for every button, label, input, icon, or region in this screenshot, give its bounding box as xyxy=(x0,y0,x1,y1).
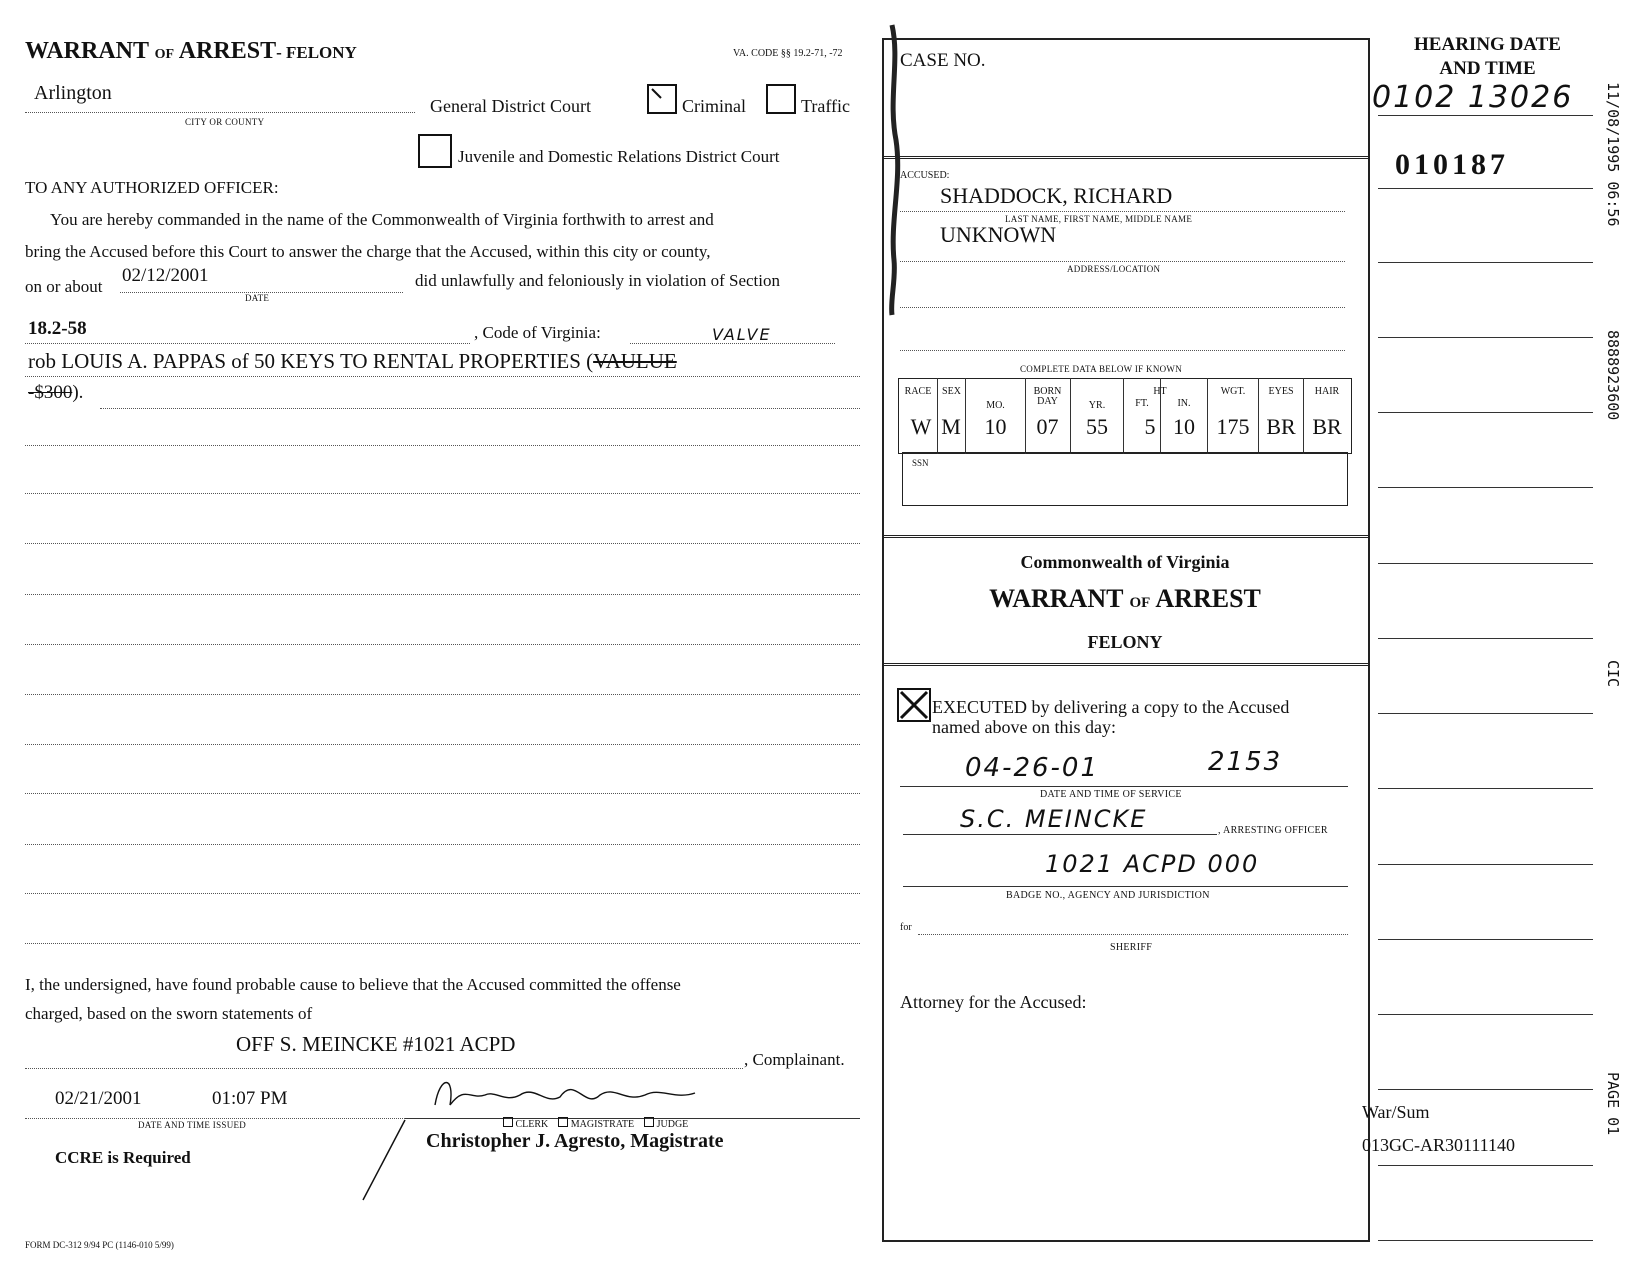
officer-line xyxy=(903,834,1217,835)
hearing-line xyxy=(1378,412,1593,413)
value-handwritten: VALVE xyxy=(712,325,772,344)
charge-line xyxy=(25,844,860,845)
va-code: VA. CODE §§ 19.2-71, -72 xyxy=(733,48,843,59)
probable-cause-2: charged, based on the sworn statements of xyxy=(25,1004,313,1023)
header-race: RACE xyxy=(904,386,932,397)
hearing-line xyxy=(1378,1165,1593,1166)
header-in: IN. xyxy=(1177,398,1191,409)
header-sex: SEX xyxy=(942,386,961,397)
code-section: 18.2-58 xyxy=(28,318,87,339)
judge-label: JUDGE xyxy=(656,1119,689,1130)
probable-cause-1: I, the undersigned, have found probable cause to believe that the Accused committed the offense xyxy=(25,975,681,994)
hearing-number: 010187 xyxy=(1395,148,1509,181)
charge-line xyxy=(25,543,860,544)
title-warrant: WARRANT xyxy=(25,38,149,64)
arrest-word: ARREST xyxy=(1155,584,1261,613)
charge-line xyxy=(25,493,860,494)
command-line-1: You are hereby commanded in the name of the Commonwealth of Virginia forthwith to arrest and xyxy=(50,210,714,229)
charge-strike-2: -$300 xyxy=(28,382,73,403)
signature-stroke xyxy=(355,1115,415,1205)
value-yr: 55 xyxy=(1086,414,1108,439)
hearing-date-time: 0102 13026 xyxy=(1372,80,1574,115)
charge-line xyxy=(100,408,860,409)
fax-number: 8888923600 xyxy=(1604,330,1622,421)
charge-line-2 xyxy=(28,382,83,404)
header-day: DAY xyxy=(1037,396,1058,407)
value-mo: 10 xyxy=(984,414,1007,439)
hearing-line xyxy=(1378,1089,1593,1090)
case-no-label: CASE NO. xyxy=(900,50,986,71)
hearing-line xyxy=(1378,939,1593,940)
address-line-3 xyxy=(900,350,1345,351)
officer-caption: , ARRESTING OFFICER xyxy=(1218,825,1328,836)
fax-page: PAGE 01 xyxy=(1604,1072,1622,1136)
scan-smudge xyxy=(870,20,920,320)
judge-checkbox[interactable] xyxy=(644,1117,654,1127)
clerk-checkbox[interactable] xyxy=(503,1117,513,1127)
check-mark-icon xyxy=(649,86,675,112)
code-of-virginia: , Code of Virginia: xyxy=(474,323,601,342)
complainant-name: OFF S. MEINCKE #1021 ACPD xyxy=(236,1032,516,1056)
form-title xyxy=(25,38,357,65)
section-line xyxy=(25,343,470,344)
charge-line xyxy=(25,793,860,794)
value-day: 07 xyxy=(1036,414,1059,439)
badge-caption: BADGE NO., AGENCY AND JURISDICTION xyxy=(1006,890,1210,901)
value-ft: 5 xyxy=(1144,414,1156,439)
header-eyes: EYES xyxy=(1268,386,1294,397)
header-ft: FT. xyxy=(1135,398,1149,409)
charge-line xyxy=(25,943,860,944)
hearing-line xyxy=(1378,262,1593,263)
title-arrest: ARREST xyxy=(178,38,277,64)
command-line-3-pre: on or about xyxy=(25,277,103,296)
charge-line xyxy=(25,376,860,377)
city-line xyxy=(25,112,415,113)
hearing-title-1: HEARING DATE xyxy=(1414,34,1561,55)
address: UNKNOWN xyxy=(940,222,1057,247)
hearing-line xyxy=(1378,713,1593,714)
ccre-required: CCRE is Required xyxy=(55,1148,191,1167)
commonwealth: Commonwealth of Virginia xyxy=(1020,552,1230,572)
arresting-officer: S.C. MEINCKE xyxy=(960,805,1148,833)
header-born: BORN xyxy=(1033,386,1062,397)
service-caption: DATE AND TIME OF SERVICE xyxy=(1040,789,1182,800)
charge-line xyxy=(25,445,860,446)
badge-line xyxy=(903,886,1348,887)
charge-line xyxy=(25,644,860,645)
address-caption: ADDRESS/LOCATION xyxy=(1067,264,1161,274)
charge-close: ). xyxy=(72,382,84,403)
panel-divider xyxy=(882,156,1368,159)
charge-line xyxy=(25,744,860,745)
charge-strike-1: VAULUE xyxy=(593,349,677,373)
felony-label: FELONY xyxy=(1087,632,1163,652)
address-line xyxy=(900,261,1345,262)
issued-date: 02/21/2001 xyxy=(55,1088,142,1109)
warrant-word: WARRANT xyxy=(989,584,1123,613)
header-yr: YR. xyxy=(1088,400,1106,411)
value-race: W xyxy=(910,414,932,439)
header-ht: HT xyxy=(1153,386,1167,397)
general-district-court: General District Court xyxy=(430,96,591,116)
address-line-2 xyxy=(900,307,1345,308)
x-mark-icon xyxy=(899,690,929,720)
date-caption: DATE xyxy=(245,293,270,303)
charge-line xyxy=(25,594,860,595)
hearing-line xyxy=(1378,487,1593,488)
complete-data-caption: COMPLETE DATA BELOW IF KNOWN xyxy=(1020,364,1183,374)
signer-roles xyxy=(503,1117,688,1130)
city-caption: CITY OR COUNTY xyxy=(185,117,265,127)
command-line-2: bring the Accused before this Court to answer the charge that the Accused, within this city or county, xyxy=(25,242,711,261)
title-of: OF xyxy=(154,47,175,62)
for-label: for xyxy=(900,922,912,933)
jdr-checkbox[interactable] xyxy=(418,134,452,168)
hearing-line xyxy=(1378,337,1593,338)
hearing-line xyxy=(1378,188,1593,189)
accused-name: SHADDOCK, RICHARD xyxy=(940,183,1173,208)
badge-agency: 1021 ACPD 000 xyxy=(1045,850,1260,878)
hearing-line xyxy=(1378,1014,1593,1015)
hearing-line xyxy=(1378,115,1593,116)
hearing-line xyxy=(1378,1240,1593,1241)
sheriff-line xyxy=(918,934,1348,935)
executed-checkbox[interactable] xyxy=(897,688,931,722)
criminal-checkbox[interactable] xyxy=(647,84,677,114)
fax-datetime: 11/08/1995 06:56 xyxy=(1604,82,1622,227)
header-wgt: WGT. xyxy=(1220,386,1246,397)
clerk-label: CLERK xyxy=(515,1119,549,1130)
issued-time: 01:07 PM xyxy=(212,1088,288,1109)
executed-line-1: EXECUTED by delivering a copy to the Accused xyxy=(932,697,1290,717)
charge-text: rob LOUIS A. PAPPAS of 50 KEYS TO RENTAL PROPERTIES ( xyxy=(28,349,594,373)
form-number: FORM DC-312 9/94 PC (1146-010 5/99) xyxy=(25,1240,174,1250)
value-hair: BR xyxy=(1312,414,1342,439)
value-sex: M xyxy=(941,414,961,439)
hearing-line xyxy=(1378,864,1593,865)
value-in: 10 xyxy=(1173,414,1195,439)
magistrate-checkbox[interactable] xyxy=(558,1117,568,1127)
hearing-title-2: AND TIME xyxy=(1439,58,1536,79)
city-name: Arlington xyxy=(34,82,112,104)
warsum-label: War/Sum xyxy=(1362,1102,1430,1122)
header-mo: MO. xyxy=(986,400,1005,411)
signer-name: Christopher J. Agresto, Magistrate xyxy=(426,1130,724,1152)
charge-line xyxy=(25,694,860,695)
issued-line xyxy=(25,1118,405,1119)
criminal-label: Criminal xyxy=(682,96,746,116)
ssn-box xyxy=(902,452,1348,506)
charge-line xyxy=(25,893,860,894)
warsum-number: 013GC-AR30111140 xyxy=(1362,1135,1515,1155)
name-caption: LAST NAME, FIRST NAME, MIDDLE NAME xyxy=(1005,214,1193,224)
magistrate-signature xyxy=(425,1065,725,1125)
panel-divider xyxy=(882,535,1368,538)
accused-name-line xyxy=(900,211,1345,212)
service-time: 2153 xyxy=(1208,747,1283,777)
hearing-line xyxy=(1378,638,1593,639)
ssn-label: SSN xyxy=(912,458,929,468)
jdr-label: Juvenile and Domestic Relations District Court xyxy=(458,147,780,166)
code-line xyxy=(630,343,835,344)
accused-label: ACCUSED: xyxy=(900,170,950,181)
sheriff-caption: SHERIFF xyxy=(1110,942,1153,953)
command-line-3-post: did unlawfully and feloniously in violation of Section xyxy=(415,271,780,290)
attorney-label: Attorney for the Accused: xyxy=(900,992,1087,1012)
charge-line-1 xyxy=(28,349,677,374)
service-line xyxy=(900,786,1348,787)
panel-divider xyxy=(882,663,1368,666)
hearing-line xyxy=(1378,788,1593,789)
complainant-label: , Complainant. xyxy=(744,1050,845,1069)
issued-caption: DATE AND TIME ISSUED xyxy=(138,1120,247,1130)
warrant-of: OF xyxy=(1129,595,1151,611)
header-hair: HAIR xyxy=(1314,386,1340,397)
value-eyes: BR xyxy=(1266,414,1296,439)
hearing-line xyxy=(1378,563,1593,564)
fax-cic: CIC xyxy=(1604,660,1622,688)
value-wgt: 175 xyxy=(1216,414,1250,439)
offense-date: 02/12/2001 xyxy=(122,265,209,286)
traffic-label: Traffic xyxy=(801,96,850,116)
executed-line-2: named above on this day: xyxy=(932,717,1116,737)
to-officer: TO ANY AUTHORIZED OFFICER: xyxy=(25,178,279,197)
warrant-title xyxy=(882,584,1368,614)
service-date: 04-26-01 xyxy=(965,753,1100,783)
traffic-checkbox[interactable] xyxy=(766,84,796,114)
title-felony: - FELONY xyxy=(276,43,357,62)
magistrate-label: MAGISTRATE xyxy=(570,1119,635,1130)
